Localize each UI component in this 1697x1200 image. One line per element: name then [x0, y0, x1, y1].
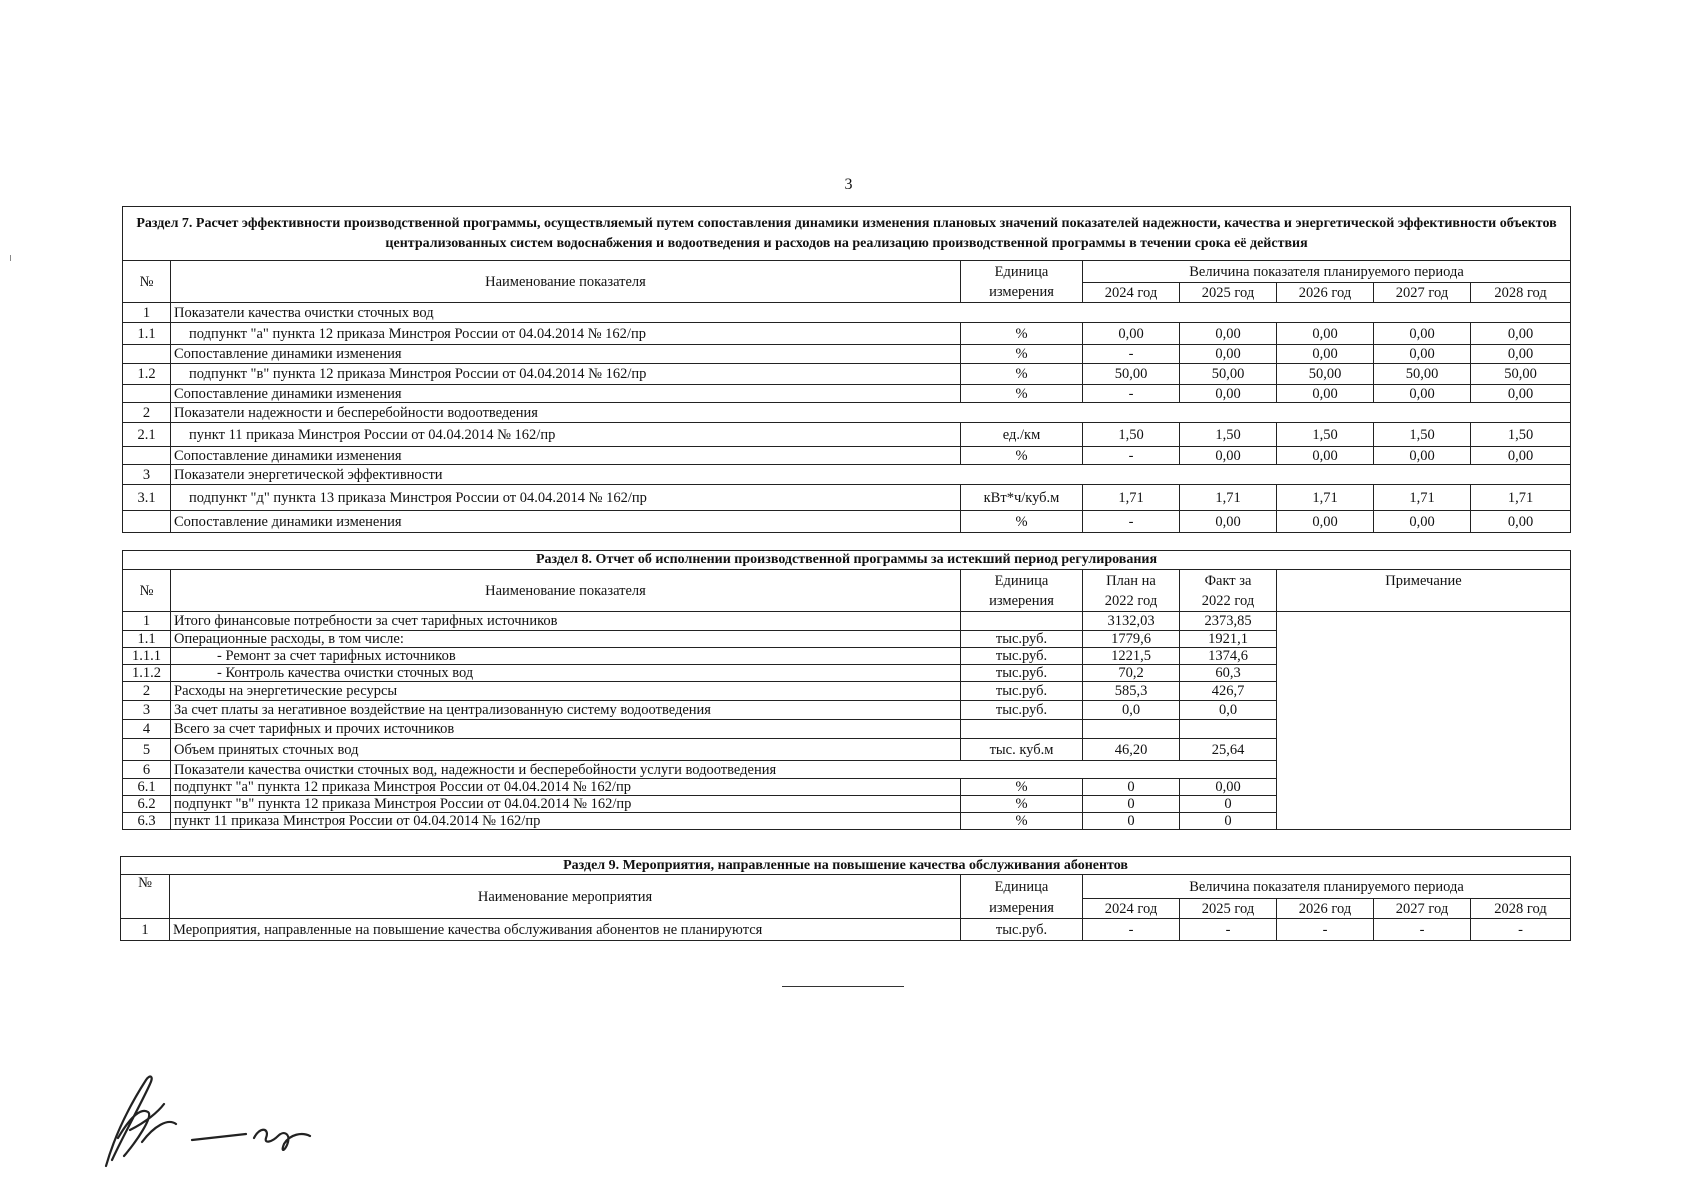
signature — [84, 1068, 344, 1178]
group-row — [123, 303, 1571, 323]
table-row — [123, 485, 1571, 511]
row-value: - — [1471, 919, 1571, 941]
row-value: 0,00 — [1374, 385, 1471, 403]
table-row — [123, 323, 1571, 345]
row-name: Объем принятых сточных вод — [171, 739, 961, 761]
row-name: Показатели качества очистки сточных вод — [171, 303, 1571, 323]
col-unit-header: Единица — [961, 261, 1083, 283]
row-value: 1,50 — [1471, 423, 1571, 447]
table-row — [123, 511, 1571, 533]
row-num: 4 — [123, 720, 171, 739]
row-value: - — [1277, 919, 1374, 941]
row-num — [123, 511, 171, 533]
row-num: 6.2 — [123, 796, 171, 813]
section8-table — [122, 550, 1571, 830]
row-name: Всего за счет тарифных и прочих источников — [171, 720, 961, 739]
col-num-header: № — [123, 261, 171, 303]
margin-mark — [10, 255, 11, 261]
row-num: 3 — [123, 465, 171, 485]
row-value: 50,00 — [1277, 364, 1374, 385]
col-unit-header: Единица — [961, 875, 1083, 899]
row-num: 1.1 — [123, 323, 171, 345]
table-row — [123, 612, 1571, 631]
page-number: 3 — [844, 176, 853, 193]
row-name: За счет платы за негативное воздействие на централизованную систему водоотведения — [171, 701, 961, 720]
row-num: 6.3 — [123, 813, 171, 830]
row-num: 2.1 — [123, 423, 171, 447]
row-name: - Ремонт за счет тарифных источников — [171, 648, 961, 665]
row-unit: кВт*ч/куб.м — [961, 485, 1083, 511]
row-value: 0,00 — [1180, 511, 1277, 533]
row-unit: % — [961, 511, 1083, 533]
section9-table — [120, 856, 1571, 941]
col-num-header: № — [121, 875, 170, 919]
row-plan: 0 — [1083, 796, 1180, 813]
col-fact-header: Факт за — [1180, 570, 1277, 592]
row-unit: тыс.руб. — [961, 631, 1083, 648]
row-value: 1,71 — [1180, 485, 1277, 511]
row-unit: тыс.руб. — [961, 665, 1083, 682]
row-plan: 0 — [1083, 779, 1180, 796]
row-value: 1,71 — [1083, 485, 1180, 511]
row-plan: 70,2 — [1083, 665, 1180, 682]
row-name: подпункт "в" пункта 12 приказа Минстроя России от 04.04.2014 № 162/пр — [171, 364, 961, 385]
row-value: 0,00 — [1277, 385, 1374, 403]
col-unit-header-2: измерения — [961, 283, 1083, 303]
col-unit-header-2: измерения — [961, 592, 1083, 612]
row-unit: тыс.руб. — [961, 648, 1083, 665]
row-value: 0,00 — [1471, 511, 1571, 533]
row-num: 3 — [123, 701, 171, 720]
row-fact: 2373,85 — [1180, 612, 1277, 631]
row-plan: 1221,5 — [1083, 648, 1180, 665]
row-value: 0,00 — [1180, 447, 1277, 465]
year-header: 2024 год — [1083, 283, 1180, 303]
row-value: 50,00 — [1180, 364, 1277, 385]
row-num: 5 — [123, 739, 171, 761]
row-value: - — [1083, 511, 1180, 533]
row-name: Сопоставление динамики изменения — [171, 385, 961, 403]
row-num: 1.1.2 — [123, 665, 171, 682]
year-header: 2024 год — [1083, 899, 1180, 919]
row-num: 2 — [123, 403, 171, 423]
row-unit — [961, 720, 1083, 739]
row-value: 0,00 — [1471, 323, 1571, 345]
row-value: 0,00 — [1374, 323, 1471, 345]
row-value: 0,00 — [1180, 323, 1277, 345]
row-name: Итого финансовые потребности за счет тарифных источников — [171, 612, 961, 631]
row-plan: 0,0 — [1083, 701, 1180, 720]
section7-title: Раздел 7. Расчет эффективности производственной программы, осуществляемый путем сопоставления динамики изменения плановых значений показателей надежности, качества и энергетической эффективности объектов централизованных систем водоснабжения и водоотведения и расходов на реализацию производственной программы в течении срока её действия — [123, 207, 1571, 261]
row-value: - — [1083, 345, 1180, 364]
row-num: 1.1 — [123, 631, 171, 648]
row-name: подпункт "в" пункта 12 приказа Минстроя России от 04.04.2014 № 162/пр — [171, 796, 961, 813]
col-period-header: Величина показателя планируемого периода — [1083, 875, 1571, 899]
row-value: 50,00 — [1471, 364, 1571, 385]
row-num: 2 — [123, 682, 171, 701]
row-name: пункт 11 приказа Минстроя России от 04.04.2014 № 162/пр — [171, 423, 961, 447]
row-name: Сопоставление динамики изменения — [171, 447, 961, 465]
row-num: 3.1 — [123, 485, 171, 511]
row-num — [123, 385, 171, 403]
col-name-header: Наименование показателя — [171, 261, 961, 303]
row-value: 0,00 — [1277, 511, 1374, 533]
row-unit: % — [961, 813, 1083, 830]
row-value: 50,00 — [1374, 364, 1471, 385]
year-header: 2027 год — [1374, 899, 1471, 919]
year-header: 2025 год — [1180, 899, 1277, 919]
col-period-header: Величина показателя планируемого периода — [1083, 261, 1571, 283]
year-header: 2027 год — [1374, 283, 1471, 303]
row-value: 0,00 — [1083, 323, 1180, 345]
col-name-header: Наименование показателя — [171, 570, 961, 612]
row-value: - — [1374, 919, 1471, 941]
row-unit: тыс.руб. — [961, 701, 1083, 720]
col-name-header: Наименование мероприятия — [170, 875, 961, 919]
row-fact: 0 — [1180, 813, 1277, 830]
row-value: 1,50 — [1180, 423, 1277, 447]
row-fact: 1374,6 — [1180, 648, 1277, 665]
row-value: - — [1083, 385, 1180, 403]
row-value: 0,00 — [1277, 345, 1374, 364]
group-row — [123, 465, 1571, 485]
row-fact: 1921,1 — [1180, 631, 1277, 648]
row-name: Расходы на энергетические ресурсы — [171, 682, 961, 701]
table-row — [123, 345, 1571, 364]
row-fact: 0 — [1180, 796, 1277, 813]
row-value: 0,00 — [1374, 345, 1471, 364]
year-header: 2028 год — [1471, 283, 1571, 303]
row-plan: 585,3 — [1083, 682, 1180, 701]
table-row — [123, 385, 1571, 403]
row-name: Показатели качества очистки сточных вод, надежности и бесперебойности услуги водоотведения — [171, 761, 1277, 779]
row-unit: % — [961, 447, 1083, 465]
table-row — [123, 364, 1571, 385]
row-name: Показатели энергетической эффективности — [171, 465, 1571, 485]
table-row — [123, 423, 1571, 447]
row-value: 0,00 — [1471, 345, 1571, 364]
row-value: 1,50 — [1277, 423, 1374, 447]
row-value: - — [1180, 919, 1277, 941]
row-name: Сопоставление динамики изменения — [171, 345, 961, 364]
row-unit: % — [961, 385, 1083, 403]
col-unit-header-2: измерения — [961, 899, 1083, 919]
col-num-header: № — [123, 570, 171, 612]
row-plan — [1083, 720, 1180, 739]
row-fact: 25,64 — [1180, 739, 1277, 761]
row-plan: 1779,6 — [1083, 631, 1180, 648]
row-unit: % — [961, 345, 1083, 364]
row-value: 1,71 — [1277, 485, 1374, 511]
row-value: 0,00 — [1374, 447, 1471, 465]
row-num — [123, 345, 171, 364]
row-name: Показатели надежности и бесперебойности водоотведения — [171, 403, 1571, 423]
row-unit: ед./км — [961, 423, 1083, 447]
row-value: 1,50 — [1374, 423, 1471, 447]
col-plan-header-2: 2022 год — [1083, 592, 1180, 612]
year-header: 2026 год — [1277, 899, 1374, 919]
row-value: 0,00 — [1180, 345, 1277, 364]
year-header: 2026 год — [1277, 283, 1374, 303]
group-row — [123, 403, 1571, 423]
row-fact: 0,00 — [1180, 779, 1277, 796]
row-unit: % — [961, 796, 1083, 813]
row-plan: 0 — [1083, 813, 1180, 830]
table-row — [121, 919, 1571, 941]
row-value: 0,00 — [1277, 323, 1374, 345]
row-plan: 3132,03 — [1083, 612, 1180, 631]
row-value: 0,00 — [1471, 385, 1571, 403]
row-value: 1,50 — [1083, 423, 1180, 447]
row-num: 6 — [123, 761, 171, 779]
row-value: 0,00 — [1374, 511, 1471, 533]
row-num — [123, 447, 171, 465]
row-name: подпункт "а" пункта 12 приказа Минстроя России от 04.04.2014 № 162/пр — [171, 323, 961, 345]
table-row — [123, 447, 1571, 465]
row-value: 1,71 — [1471, 485, 1571, 511]
row-num: 1.1.1 — [123, 648, 171, 665]
row-value: - — [1083, 919, 1180, 941]
section8-title: Раздел 8. Отчет об исполнении производственной программы за истекший период регулирования — [123, 551, 1571, 570]
row-value: 0,00 — [1277, 447, 1374, 465]
row-num: 6.1 — [123, 779, 171, 796]
note-cell — [1277, 612, 1571, 830]
row-name: - Контроль качества очистки сточных вод — [171, 665, 961, 682]
row-fact: 426,7 — [1180, 682, 1277, 701]
row-unit: тыс.руб. — [961, 682, 1083, 701]
row-num: 1 — [121, 919, 170, 941]
row-fact — [1180, 720, 1277, 739]
row-num: 1.2 — [123, 364, 171, 385]
year-header: 2028 год — [1471, 899, 1571, 919]
col-fact-header-2: 2022 год — [1180, 592, 1277, 612]
row-unit: тыс. куб.м — [961, 739, 1083, 761]
row-name: подпункт "а" пункта 12 приказа Минстроя России от 04.04.2014 № 162/пр — [171, 779, 961, 796]
separator-line — [782, 986, 904, 987]
row-name: Мероприятия, направленные на повышение качества обслуживания абонентов не планируются — [170, 919, 961, 941]
row-unit: % — [961, 364, 1083, 385]
row-name: Операционные расходы, в том числе: — [171, 631, 961, 648]
row-unit: % — [961, 779, 1083, 796]
col-note-header: Примечание — [1277, 570, 1571, 612]
row-num: 1 — [123, 612, 171, 631]
year-header: 2025 год — [1180, 283, 1277, 303]
row-fact: 0,0 — [1180, 701, 1277, 720]
row-unit — [961, 612, 1083, 631]
section9-title: Раздел 9. Мероприятия, направленные на повышение качества обслуживания абонентов — [121, 857, 1571, 875]
col-plan-header: План на — [1083, 570, 1180, 592]
row-name: Сопоставление динамики изменения — [171, 511, 961, 533]
row-num: 1 — [123, 303, 171, 323]
row-fact: 60,3 — [1180, 665, 1277, 682]
section7-table — [122, 206, 1571, 533]
row-value: 0,00 — [1180, 385, 1277, 403]
col-unit-header: Единица — [961, 570, 1083, 592]
row-plan: 46,20 — [1083, 739, 1180, 761]
row-unit: % — [961, 323, 1083, 345]
row-value: 0,00 — [1471, 447, 1571, 465]
row-name: пункт 11 приказа Минстроя России от 04.04.2014 № 162/пр — [171, 813, 961, 830]
row-name: подпункт "д" пункта 13 приказа Минстроя России от 04.04.2014 № 162/пр — [171, 485, 961, 511]
row-value: 1,71 — [1374, 485, 1471, 511]
row-value: 50,00 — [1083, 364, 1180, 385]
row-value: - — [1083, 447, 1180, 465]
row-unit: тыс.руб. — [961, 919, 1083, 941]
